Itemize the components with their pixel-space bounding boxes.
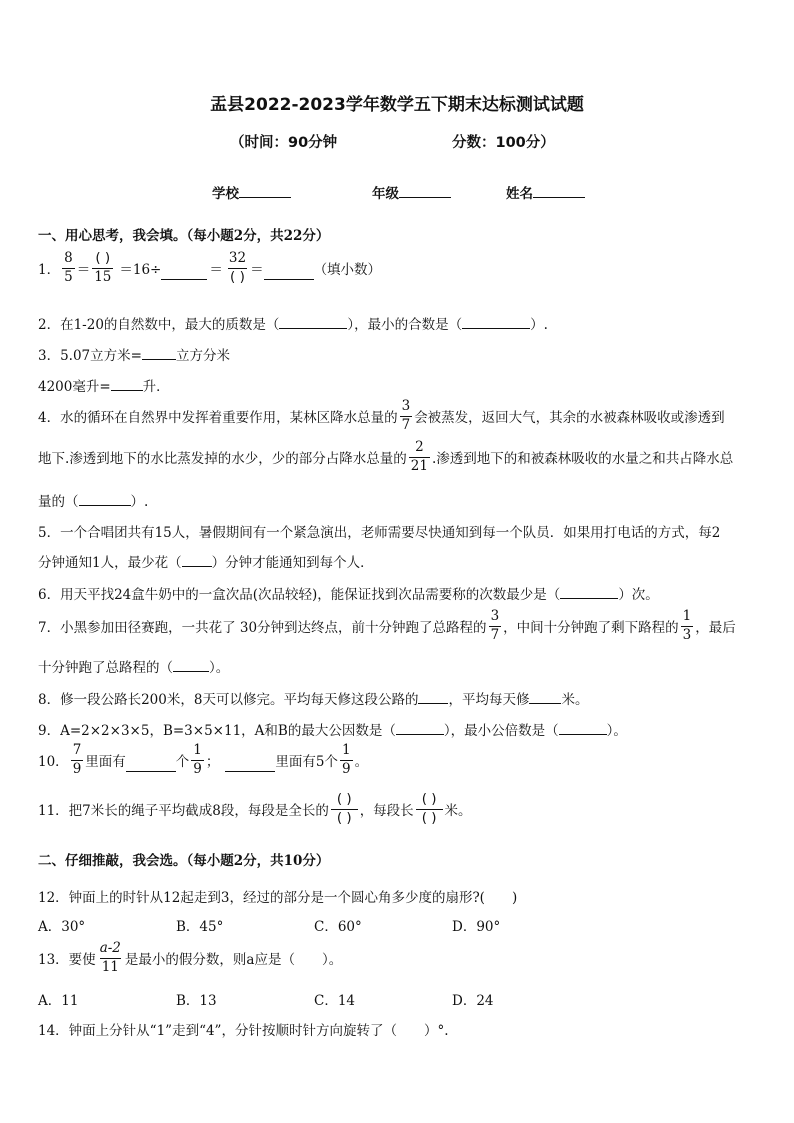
q7-f2-num: 1	[682, 608, 692, 624]
question-3-line-1	[38, 344, 230, 364]
question-13	[38, 942, 342, 974]
question-5-line-2	[38, 551, 374, 571]
q1-fraction-3	[227, 252, 248, 284]
q10-number: 10．	[38, 754, 69, 770]
q4-f1-den: 7	[401, 416, 411, 433]
question-2	[38, 313, 548, 333]
q3-line2-a: 4200毫升=	[38, 379, 111, 395]
q9-text-c: ）。	[606, 723, 627, 739]
question-1	[38, 252, 381, 284]
q3-line1-a: 3．5.07立方米=	[38, 348, 142, 364]
question-3-line-2	[38, 375, 170, 395]
q11-text-a: 11．把7米长的绳子平均截成8段，每段是全长的	[38, 803, 329, 819]
q13-text-a: 13．要使	[38, 952, 96, 968]
q1-mid: ＝16÷	[119, 262, 162, 278]
q1-eq-3: ＝	[250, 262, 264, 278]
q8-blank-1[interactable]	[418, 690, 448, 704]
q4-line2-b: .渗透到地下的和被森林吸收的水量之和共占降水总	[431, 451, 734, 467]
question-5-line-1: 5．一个合唱团共有15人，暑假期间有一个紧急演出，老师需要尽快通知到每一个队员．如果用打电话的方式，每2	[38, 525, 721, 541]
q10-f1-den: 9	[72, 760, 82, 777]
question-14: 14．钟面上分针从“1”走到“4”，分针按顺时针方向旋转了（ ）°.	[38, 1023, 449, 1039]
q10-f2-den: 9	[193, 760, 202, 777]
q2-blank-2[interactable]	[462, 315, 530, 329]
q1-fraction-2	[92, 252, 113, 284]
q4-f2-num: 2	[415, 439, 424, 455]
q1-eq-1: ＝	[76, 262, 91, 278]
grade-label: 年级	[372, 186, 399, 202]
q10-t3: ；	[205, 754, 220, 770]
q10-t4: 里面有5个	[275, 754, 338, 770]
q12-option-c[interactable]: C．60°	[314, 919, 362, 935]
page-title: 盂县2022-2023学年数学五下期末达标测试试题	[210, 95, 584, 115]
q10-fraction-3	[340, 744, 353, 776]
q11-fraction-2	[416, 793, 443, 825]
grade-blank[interactable]	[399, 184, 451, 198]
q4-f1-num: 3	[401, 398, 411, 414]
q11-f2-num[interactable]: ( )	[421, 791, 437, 807]
q2-text-a: 2．在1-20的自然数中，最大的质数是（	[38, 317, 280, 333]
question-11	[38, 793, 472, 825]
grade-field	[372, 182, 451, 202]
q7-line2-b: ）。	[209, 660, 230, 676]
q10-blank-2[interactable]	[225, 758, 275, 772]
q4-blank[interactable]	[79, 492, 131, 506]
q1-blank-2[interactable]	[264, 266, 314, 280]
school-label: 学校	[212, 186, 239, 202]
q4-line1-a: 4．水的循环在自然界中发挥着重要作用，某林区降水总量的	[38, 410, 398, 426]
q8-text-b: ，平均每天修	[448, 692, 530, 708]
question-7-line-1	[38, 610, 736, 642]
q3-line2-b: 升．	[142, 379, 170, 395]
school-blank[interactable]	[239, 184, 291, 198]
q11-text-c: 米。	[444, 803, 472, 819]
q13-text-b: 是最小的假分数，则a应是（ ）。	[124, 952, 343, 968]
question-9	[38, 719, 627, 739]
q3-blank-2[interactable]	[111, 377, 143, 391]
name-label: 姓名	[506, 186, 533, 202]
q13-option-b[interactable]: B．13	[176, 993, 217, 1009]
q13-fraction	[98, 942, 123, 974]
question-10	[38, 744, 368, 776]
q13-option-a[interactable]: A．11	[38, 993, 79, 1009]
q11-f1-num[interactable]: ( )	[336, 791, 352, 807]
q13-option-d[interactable]: D．24	[452, 993, 494, 1009]
q13-f-num: a-2	[99, 940, 121, 956]
q10-fraction-2	[191, 744, 204, 776]
time-label: （时间：90分钟	[230, 135, 338, 151]
q12-option-d[interactable]: D．90°	[452, 919, 501, 935]
q7-f2-den: 3	[682, 626, 692, 643]
q1-tail: （填小数）	[313, 262, 382, 278]
q7-line2-a: 十分钟跑了总路程的（	[38, 660, 173, 676]
q5-line2-b: ）分钟才能通知到每个人．	[211, 555, 374, 571]
q1-f1-den: 5	[64, 268, 73, 285]
question-8	[38, 688, 588, 708]
q7-f1-den: 7	[490, 626, 500, 643]
q3-line1-b: 立方分米	[175, 348, 230, 364]
question-4-line-3	[38, 490, 148, 510]
q2-text-c: ）.	[530, 317, 548, 333]
question-6	[38, 583, 659, 603]
q10-t2: 个	[175, 754, 190, 770]
q7-f1-num: 3	[490, 608, 500, 624]
q7-line1-b: ，中间十分钟跑了剩下路程的	[503, 620, 679, 636]
q6-text-b: ）次。	[618, 587, 659, 603]
q10-blank-1[interactable]	[126, 758, 176, 772]
q1-blank-1[interactable]	[161, 266, 207, 280]
q7-line1-c: ，最后	[695, 620, 736, 636]
q4-line3-b: ）.	[130, 494, 149, 510]
q10-fraction-1	[71, 744, 84, 776]
question-4-line-2	[38, 441, 733, 473]
q11-fraction-1	[331, 793, 358, 825]
q10-f3-den: 9	[341, 760, 351, 777]
q1-f3-num: 32	[228, 250, 247, 266]
q1-f2-num[interactable]: ( )	[95, 250, 111, 266]
q2-text-b: ），最小的合数是（	[347, 317, 463, 333]
name-blank[interactable]	[533, 184, 585, 198]
q4-f2-den: 21	[410, 457, 428, 474]
q7-line1-a: 7．小黑参加田径赛跑，一共花了 30分钟到达终点，前十分钟跑了总路程的	[38, 620, 487, 636]
q11-f2-den[interactable]: ( )	[416, 809, 443, 826]
section-2-heading: 二、仔细推敲，我会选。（每小题2分，共10分）	[38, 853, 330, 869]
q1-eq-2: ＝	[209, 262, 223, 278]
q7-fraction-2	[681, 610, 694, 642]
q6-blank[interactable]	[560, 585, 618, 599]
q1-number: 1．	[38, 262, 61, 278]
school-field	[212, 182, 291, 202]
question-4-line-1	[38, 400, 725, 432]
score-label: 分数：100分）	[452, 135, 555, 151]
q6-text-a: 6．用天平找24盒牛奶中的一盒次品(次品较轻)，能保证找到次品需要称的次数最少是（	[38, 587, 561, 603]
q4-line3-a: 量的（	[38, 494, 79, 510]
q5-blank[interactable]	[182, 553, 212, 567]
q1-f2-den: 15	[94, 268, 112, 285]
q11-f1-den[interactable]: ( )	[331, 809, 358, 826]
q9-text-a: 9．A=2×2×3×5，B=3×5×11，A和B的最大公因数是（	[38, 723, 396, 739]
q4-fraction-2	[409, 441, 430, 473]
q9-blank-1[interactable]	[396, 721, 444, 735]
q11-text-b: ，每段长	[359, 803, 414, 819]
q4-line1-b: 会被蒸发，返回大气，其余的水被森林吸收或渗透到	[414, 410, 725, 426]
q4-fraction-1	[400, 400, 413, 432]
q1-f1-num: 8	[64, 250, 73, 266]
q7-blank[interactable]	[173, 658, 209, 672]
section-1-heading: 一、用心思考，我会填。（每小题2分，共22分）	[38, 228, 330, 244]
q1-f3-den[interactable]: ( )	[230, 268, 245, 285]
q2-blank-1[interactable]	[279, 315, 347, 329]
q12-option-a[interactable]: A．30°	[38, 919, 86, 935]
q8-blank-2[interactable]	[529, 690, 561, 704]
q10-t5: 。	[354, 754, 369, 770]
q13-f-den: 11	[101, 958, 119, 975]
q4-line2-a: 地下.渗透到地下的水比蒸发掉的水少，少的部分占降水总量的	[38, 451, 407, 467]
q8-text-c: 米。	[561, 692, 589, 708]
q10-t1: 里面有	[85, 754, 126, 770]
q12-option-b[interactable]: B．45°	[176, 919, 224, 935]
q7-fraction-1	[489, 610, 502, 642]
q9-blank-2[interactable]	[559, 721, 607, 735]
q13-option-c[interactable]: C．14	[314, 993, 356, 1009]
q9-text-b: ），最小公倍数是（	[443, 723, 559, 739]
q8-text-a: 8．修一段公路长200米，8天可以修完。平均每天修这段公路的	[38, 692, 419, 708]
q10-f3-num: 1	[341, 742, 351, 758]
q10-f1-num: 7	[72, 742, 82, 758]
question-7-line-2	[38, 656, 229, 676]
q3-blank-1[interactable]	[142, 346, 176, 360]
q5-line2-a: 分钟通知1人，最少花（	[38, 555, 182, 571]
q1-fraction-1	[62, 252, 75, 284]
question-12: 12．钟面上的时针从12起走到3，经过的部分是一个圆心角多少度的扇形?( )	[38, 890, 518, 906]
q10-f2-num: 1	[193, 742, 202, 758]
name-field	[506, 182, 585, 202]
